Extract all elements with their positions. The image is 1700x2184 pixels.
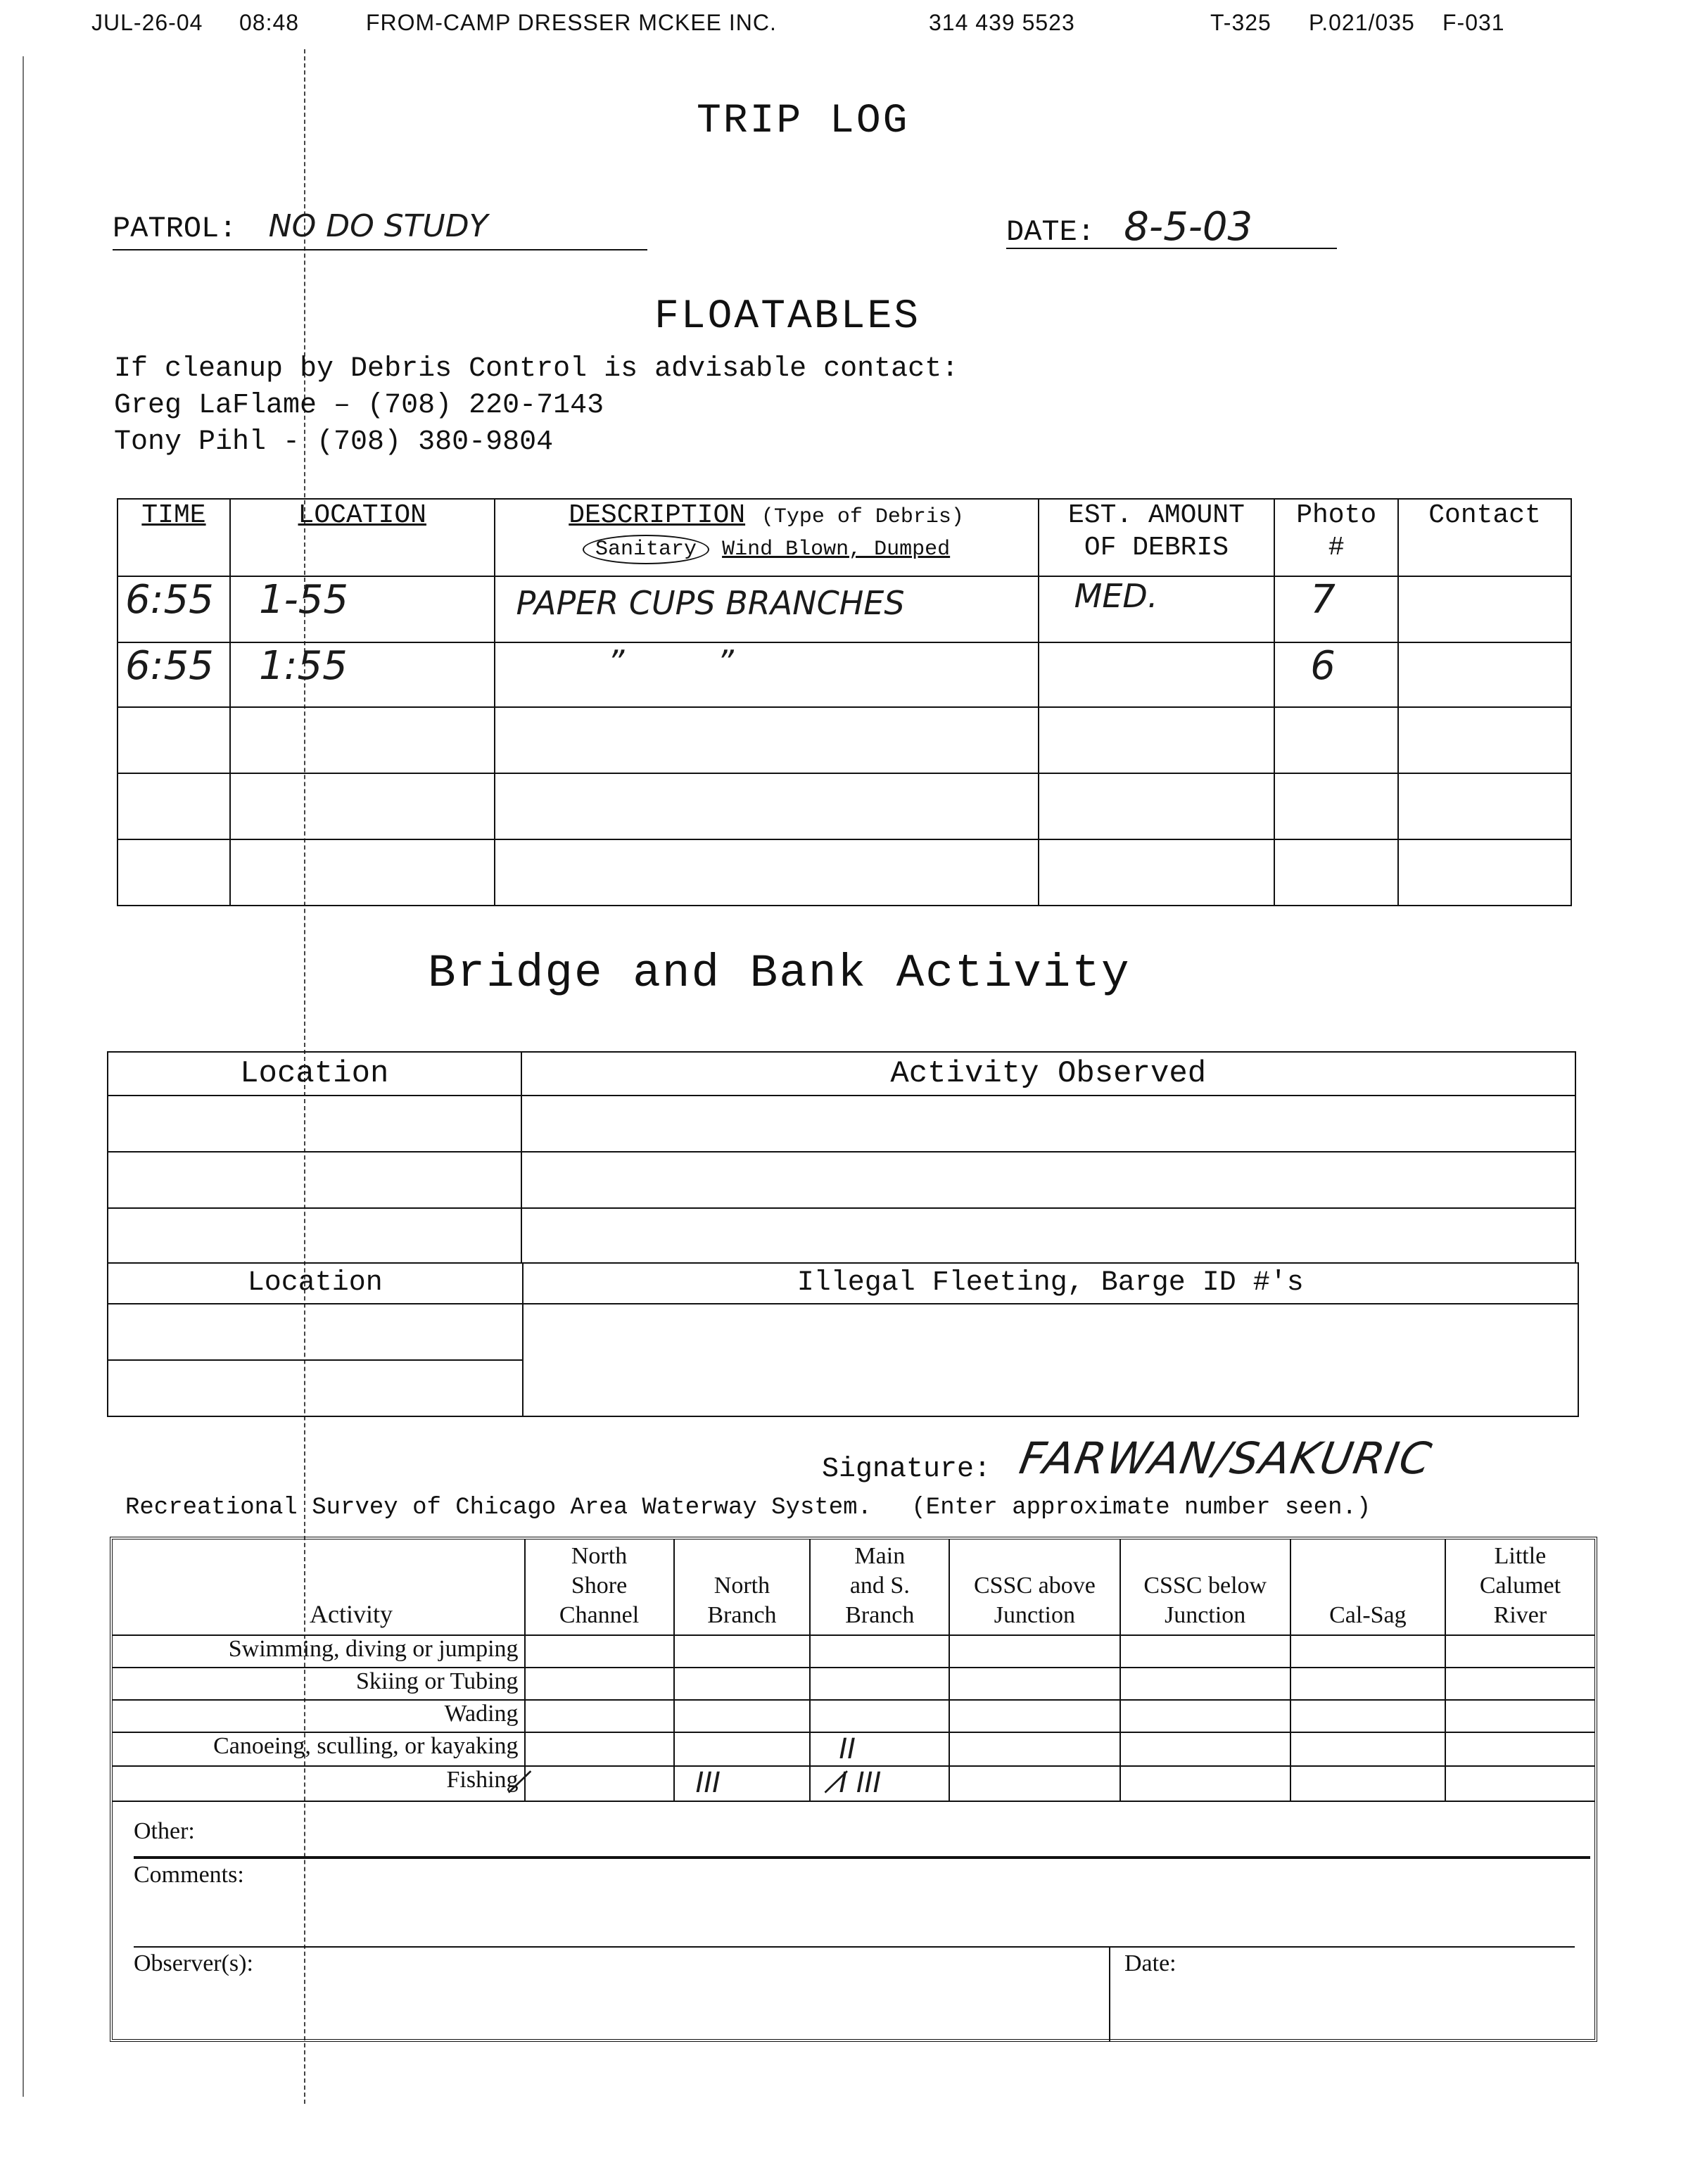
survey-row xyxy=(113,1635,1594,1668)
patrol-value: NO DO STUDY xyxy=(268,208,488,244)
col-amount: EST. AMOUNT OF DEBRIS xyxy=(1039,499,1275,576)
bridge-header-row xyxy=(108,1052,1575,1096)
row-time: 6:55 xyxy=(118,576,230,642)
patrol-field xyxy=(113,208,647,250)
row-amount xyxy=(1039,642,1275,707)
survey-intro xyxy=(125,1494,1371,1521)
row-contact xyxy=(1398,707,1571,773)
row-contact xyxy=(1398,642,1571,707)
row-amount: MED. xyxy=(1039,576,1275,642)
row-contact xyxy=(1398,576,1571,642)
row-description xyxy=(495,773,1039,839)
signature-label: Signature: xyxy=(822,1454,991,1485)
activity-name: Fishing xyxy=(113,1766,525,1801)
survey-date-label: Date: xyxy=(1109,1946,1575,2042)
col-activity-observed: Activity Observed xyxy=(521,1052,1575,1096)
survey-header-row xyxy=(113,1539,1594,1635)
floatables-row xyxy=(118,773,1571,839)
floatables-contact-intro: If cleanup by Debris Control is advisable contact: xyxy=(114,353,959,385)
fax-page: P.021/035 xyxy=(1309,10,1415,35)
bridge-bank-heading: Bridge and Bank Activity xyxy=(428,947,1131,1000)
scan-artifact-left-edge xyxy=(23,56,24,2097)
bridge-row xyxy=(108,1096,1575,1152)
row-time xyxy=(118,707,230,773)
row-time: 6:55 xyxy=(118,642,230,707)
survey-grid xyxy=(113,1539,1594,1802)
col-cssc-above: CSSC above Junction xyxy=(949,1539,1119,1635)
survey-intro-text: Recreational Survey of Chicago Area Waterway System. xyxy=(125,1494,872,1521)
survey-observers-label: Observer(s): xyxy=(134,1946,1189,1977)
fax-date: JUL-26-04 xyxy=(91,10,203,35)
floatables-table xyxy=(117,498,1572,906)
fleeting-table xyxy=(107,1262,1579,1417)
floatables-row xyxy=(118,576,1571,642)
col-contact: Contact xyxy=(1398,499,1571,576)
row-photo: 6 xyxy=(1274,642,1398,707)
floatables-heading: FLOATABLES xyxy=(654,294,921,340)
floatables-contact-1: Greg LaFlame – (708) 220-7143 xyxy=(114,390,604,421)
date-field xyxy=(1006,204,1337,249)
row-amount xyxy=(1039,839,1275,906)
fax-from: FROM-CAMP DRESSER MCKEE INC. xyxy=(366,10,777,35)
bridge-row xyxy=(108,1152,1575,1208)
signature-value: FARWAN/SAKURIC xyxy=(1015,1433,1437,1484)
row-photo xyxy=(1274,839,1398,906)
row-description: PAPER CUPS BRANCHES xyxy=(495,576,1039,642)
row-time xyxy=(118,839,230,906)
circled-sanitary: Sanitary xyxy=(583,535,709,564)
floatables-row xyxy=(118,642,1571,707)
col-bridge-location: Location xyxy=(108,1052,521,1096)
survey-note: (Enter approximate number seen.) xyxy=(911,1494,1371,1521)
row-description xyxy=(495,839,1039,906)
floatables-row xyxy=(118,839,1571,906)
survey-row: Fishing III I̸̸̸̸ III xyxy=(113,1766,1594,1801)
col-cssc-below: CSSC below Junction xyxy=(1120,1539,1290,1635)
row-location xyxy=(230,707,495,773)
row-location xyxy=(230,839,495,906)
row-location xyxy=(230,773,495,839)
fax-header xyxy=(91,10,1569,38)
row-amount xyxy=(1039,707,1275,773)
col-north-shore-channel: North Shore Channel xyxy=(525,1539,674,1635)
bridge-row xyxy=(108,1208,1575,1263)
patrol-label: PATROL: xyxy=(113,212,237,246)
col-little-calumet: Little Calumet River xyxy=(1445,1539,1594,1635)
row-description xyxy=(495,707,1039,773)
floatables-contact-2: Tony Pihl - (708) 380-9804 xyxy=(114,426,554,458)
date-value: 8-5-03 xyxy=(1124,204,1253,250)
col-fleeting-location: Location xyxy=(108,1263,523,1304)
col-cal-sag: Cal-Sag xyxy=(1290,1539,1445,1635)
survey-table xyxy=(110,1537,1597,2042)
col-north-branch: North Branch xyxy=(674,1539,811,1635)
row-contact xyxy=(1398,839,1571,906)
fax-f-code: F-031 xyxy=(1442,10,1505,35)
activity-name: Canoeing, sculling, or kayaking xyxy=(113,1732,525,1766)
survey-other-label: Other: xyxy=(134,1818,195,1844)
row-photo: 7 xyxy=(1274,576,1398,642)
col-illegal-fleeting: Illegal Fleeting, Barge ID #'s xyxy=(523,1263,1578,1416)
fax-time: 08:48 xyxy=(239,10,300,35)
bridge-activity-table xyxy=(107,1051,1576,1264)
col-description: DESCRIPTION (Type of Debris) Sanitary Wind Blown, Dumped xyxy=(495,499,1039,576)
activity-name: Swimming, diving or jumping xyxy=(113,1635,525,1668)
survey-row xyxy=(113,1700,1594,1732)
floatables-header-row xyxy=(118,499,1571,576)
col-time: TIME xyxy=(118,499,230,576)
row-location: 1:55 xyxy=(230,642,495,707)
col-main-s-branch: Main and S. Branch xyxy=(810,1539,949,1635)
col-location: LOCATION xyxy=(230,499,495,576)
activity-name: Wading xyxy=(113,1700,525,1732)
floatables-row xyxy=(118,707,1571,773)
col-photo: Photo # xyxy=(1274,499,1398,576)
activity-name: Skiing or Tubing xyxy=(113,1668,525,1700)
survey-row xyxy=(113,1668,1594,1700)
survey-comments-label: Comments: xyxy=(134,1856,1590,1888)
row-time xyxy=(118,773,230,839)
row-photo xyxy=(1274,773,1398,839)
col-activity: Activity xyxy=(113,1539,525,1635)
date-label: DATE: xyxy=(1006,215,1096,249)
row-amount xyxy=(1039,773,1275,839)
row-contact xyxy=(1398,773,1571,839)
row-location: 1-55 xyxy=(230,576,495,642)
fleeting-header-row xyxy=(108,1263,1578,1304)
page-title: TRIP LOG xyxy=(697,99,910,144)
row-description: ” ” xyxy=(495,642,1039,707)
fax-phone: 314 439 5523 xyxy=(929,10,1075,35)
survey-row: Canoeing, sculling, or kayaking II xyxy=(113,1732,1594,1766)
row-photo xyxy=(1274,707,1398,773)
fax-t-code: T-325 xyxy=(1210,10,1271,35)
